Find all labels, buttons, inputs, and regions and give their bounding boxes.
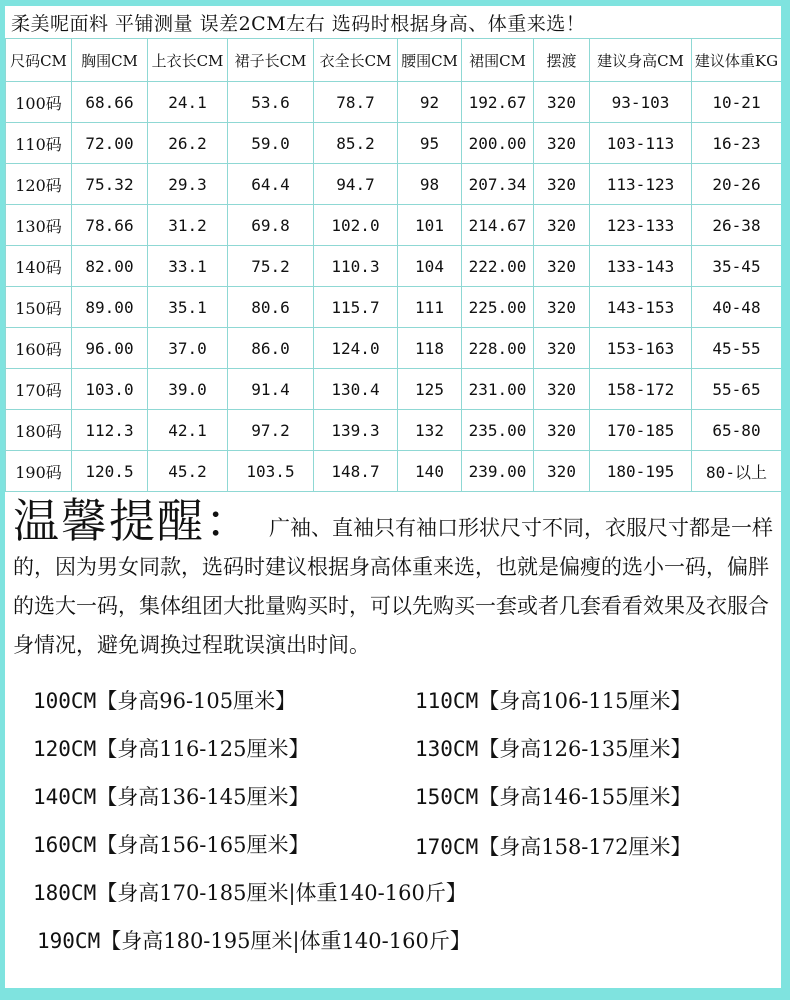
height-guide-item: [415, 685, 691, 715]
table-cell: 214.67: [462, 205, 534, 246]
guide-size: 150CM: [415, 785, 479, 809]
table-cell: 45-55: [692, 328, 782, 369]
table-cell: 231.00: [462, 369, 534, 410]
table-row: [6, 82, 782, 123]
table-cell: 148.7: [314, 451, 398, 492]
guide-detail: 【身高116-125厘米】: [96, 737, 310, 761]
table-cell: 59.0: [228, 123, 314, 164]
guide-size: 130CM: [415, 737, 479, 761]
table-cell: 91.4: [228, 369, 314, 410]
height-guide-item: [415, 831, 691, 861]
table-cell: 94.7: [314, 164, 398, 205]
size-table: [5, 38, 781, 492]
column-header: 裙子长CM: [228, 39, 314, 82]
size-cell: 130码: [6, 205, 72, 246]
table-cell: 98: [398, 164, 462, 205]
table-cell: 120.5: [72, 451, 148, 492]
table-cell: 112.3: [72, 410, 148, 451]
size-cell: 100码: [6, 82, 72, 123]
table-cell: 33.1: [148, 246, 228, 287]
size-cell: 190码: [6, 451, 72, 492]
table-cell: 89.00: [72, 287, 148, 328]
table-cell: 320: [534, 164, 590, 205]
table-cell: 158-172: [590, 369, 692, 410]
table-row: [6, 164, 782, 205]
size-cell: 110码: [6, 123, 72, 164]
size-cell: 170码: [6, 369, 72, 410]
table-cell: 55-65: [692, 369, 782, 410]
column-header: 胸围CM: [72, 39, 148, 82]
table-cell: 125: [398, 369, 462, 410]
table-cell: 130.4: [314, 369, 398, 410]
table-cell: 97.2: [228, 410, 314, 451]
guide-detail: 【身高156-165厘米】: [96, 833, 310, 857]
table-cell: 85.2: [314, 123, 398, 164]
table-cell: 75.32: [72, 164, 148, 205]
table-cell: 101: [398, 205, 462, 246]
table-cell: 65-80: [692, 410, 782, 451]
size-cell: 150码: [6, 287, 72, 328]
table-cell: 133-143: [590, 246, 692, 287]
guide-size: 120CM: [33, 737, 97, 761]
table-cell: 225.00: [462, 287, 534, 328]
size-cell: 160码: [6, 328, 72, 369]
size-cell: 140码: [6, 246, 72, 287]
height-guide-item: [415, 733, 691, 763]
table-cell: 26-38: [692, 205, 782, 246]
guide-detail: 【身高170-185厘米|体重140-160斤】: [96, 881, 467, 905]
table-cell: 320: [534, 287, 590, 328]
table-cell: 103.5: [228, 451, 314, 492]
table-cell: 139.3: [314, 410, 398, 451]
table-row: [6, 123, 782, 164]
table-cell: 200.00: [462, 123, 534, 164]
height-guide-item: [33, 685, 296, 715]
guide-detail: 【身高158-172厘米】: [478, 835, 692, 859]
height-guide-item: [37, 925, 471, 955]
table-cell: 80.6: [228, 287, 314, 328]
table-cell: 69.8: [228, 205, 314, 246]
table-cell: 72.00: [72, 123, 148, 164]
column-header: 建议体重KG: [692, 39, 782, 82]
table-cell: 45.2: [148, 451, 228, 492]
guide-detail: 【身高126-135厘米】: [478, 737, 692, 761]
reminder-title: 温馨提醒：: [13, 494, 253, 548]
table-cell: 78.66: [72, 205, 148, 246]
guide-detail: 【身高146-155厘米】: [478, 785, 692, 809]
table-cell: 96.00: [72, 328, 148, 369]
size-cell: 180码: [6, 410, 72, 451]
table-cell: 118: [398, 328, 462, 369]
table-cell: 92: [398, 82, 462, 123]
table-cell: 320: [534, 246, 590, 287]
table-cell: 123-133: [590, 205, 692, 246]
table-cell: 82.00: [72, 246, 148, 287]
height-guide-item: [33, 877, 467, 907]
table-cell: 53.6: [228, 82, 314, 123]
column-header: 建议身高CM: [590, 39, 692, 82]
table-row: [6, 410, 782, 451]
table-cell: 93-103: [590, 82, 692, 123]
size-cell: 120码: [6, 164, 72, 205]
guide-detail: 【身高106-115厘米】: [478, 689, 692, 713]
table-cell: 103.0: [72, 369, 148, 410]
table-cell: 35-45: [692, 246, 782, 287]
table-row: [6, 369, 782, 410]
table-cell: 110.3: [314, 246, 398, 287]
table-cell: 320: [534, 369, 590, 410]
table-cell: 143-153: [590, 287, 692, 328]
table-cell: 320: [534, 123, 590, 164]
table-cell: 153-163: [590, 328, 692, 369]
reminder-body: 广袖、直袖只有袖口形状尺寸不同，衣服尺寸都是一样的，因为男女同款，选码时建议根据身高体重来选，也就是偏瘦的选小一码，偏胖的选大一码，集体组团大批量购买时，可以先购买一套或者几套看看效果及衣服合身情况，避免调换过程耽误演出时间。: [13, 516, 773, 657]
page-header: 柔美呢面料 平铺测量 误差2CM左右 选码时根据身高、体重来选！: [11, 12, 586, 35]
table-cell: 102.0: [314, 205, 398, 246]
table-cell: 10-21: [692, 82, 782, 123]
table-cell: 235.00: [462, 410, 534, 451]
guide-size: 170CM: [415, 835, 479, 859]
table-cell: 320: [534, 410, 590, 451]
table-cell: 113-123: [590, 164, 692, 205]
table-cell: 95: [398, 123, 462, 164]
reminder-section: [5, 492, 781, 665]
table-cell: 320: [534, 82, 590, 123]
column-header: 上衣长CM: [148, 39, 228, 82]
guide-size: 100CM: [33, 689, 97, 713]
column-header: 腰围CM: [398, 39, 462, 82]
guide-detail: 【身高136-145厘米】: [96, 785, 310, 809]
table-cell: 320: [534, 328, 590, 369]
table-cell: 78.7: [314, 82, 398, 123]
table-cell: 26.2: [148, 123, 228, 164]
table-cell: 86.0: [228, 328, 314, 369]
column-header: 摆渡: [534, 39, 590, 82]
table-cell: 35.1: [148, 287, 228, 328]
table-cell: 239.00: [462, 451, 534, 492]
table-cell: 140: [398, 451, 462, 492]
column-header: 裙围CM: [462, 39, 534, 82]
table-cell: 111: [398, 287, 462, 328]
guide-detail: 【身高180-195厘米|体重140-160斤】: [100, 929, 471, 953]
table-cell: 42.1: [148, 410, 228, 451]
table-cell: 132: [398, 410, 462, 451]
table-cell: 104: [398, 246, 462, 287]
height-guide-item: [415, 781, 691, 811]
table-cell: 180-195: [590, 451, 692, 492]
table-header-row: [6, 39, 782, 82]
table-cell: 20-26: [692, 164, 782, 205]
table-row: [6, 246, 782, 287]
height-guide-item: [33, 829, 309, 859]
table-cell: 228.00: [462, 328, 534, 369]
table-cell: 39.0: [148, 369, 228, 410]
table-cell: 320: [534, 205, 590, 246]
table-cell: 68.66: [72, 82, 148, 123]
table-cell: 192.67: [462, 82, 534, 123]
height-guide: [5, 673, 781, 973]
table-cell: 16-23: [692, 123, 782, 164]
table-cell: 207.34: [462, 164, 534, 205]
guide-size: 160CM: [33, 833, 97, 857]
table-cell: 170-185: [590, 410, 692, 451]
guide-size: 180CM: [33, 881, 97, 905]
table-cell: 222.00: [462, 246, 534, 287]
size-chart-frame: [5, 6, 781, 988]
table-cell: 80-以上: [692, 451, 782, 492]
table-row: [6, 451, 782, 492]
table-cell: 320: [534, 451, 590, 492]
table-cell: 31.2: [148, 205, 228, 246]
height-guide-item: [33, 781, 309, 811]
table-cell: 115.7: [314, 287, 398, 328]
table-cell: 40-48: [692, 287, 782, 328]
table-body: [6, 82, 782, 492]
table-row: [6, 287, 782, 328]
table-cell: 103-113: [590, 123, 692, 164]
guide-detail: 【身高96-105厘米】: [96, 689, 297, 713]
table-cell: 64.4: [228, 164, 314, 205]
table-row: [6, 205, 782, 246]
table-cell: 24.1: [148, 82, 228, 123]
column-header: 衣全长CM: [314, 39, 398, 82]
guide-size: 110CM: [415, 689, 479, 713]
table-row: [6, 328, 782, 369]
height-guide-item: [33, 733, 309, 763]
table-cell: 124.0: [314, 328, 398, 369]
table-cell: 37.0: [148, 328, 228, 369]
table-cell: 75.2: [228, 246, 314, 287]
table-cell: 29.3: [148, 164, 228, 205]
column-header: 尺码CM: [6, 39, 72, 82]
guide-size: 190CM: [37, 929, 101, 953]
guide-size: 140CM: [33, 785, 97, 809]
